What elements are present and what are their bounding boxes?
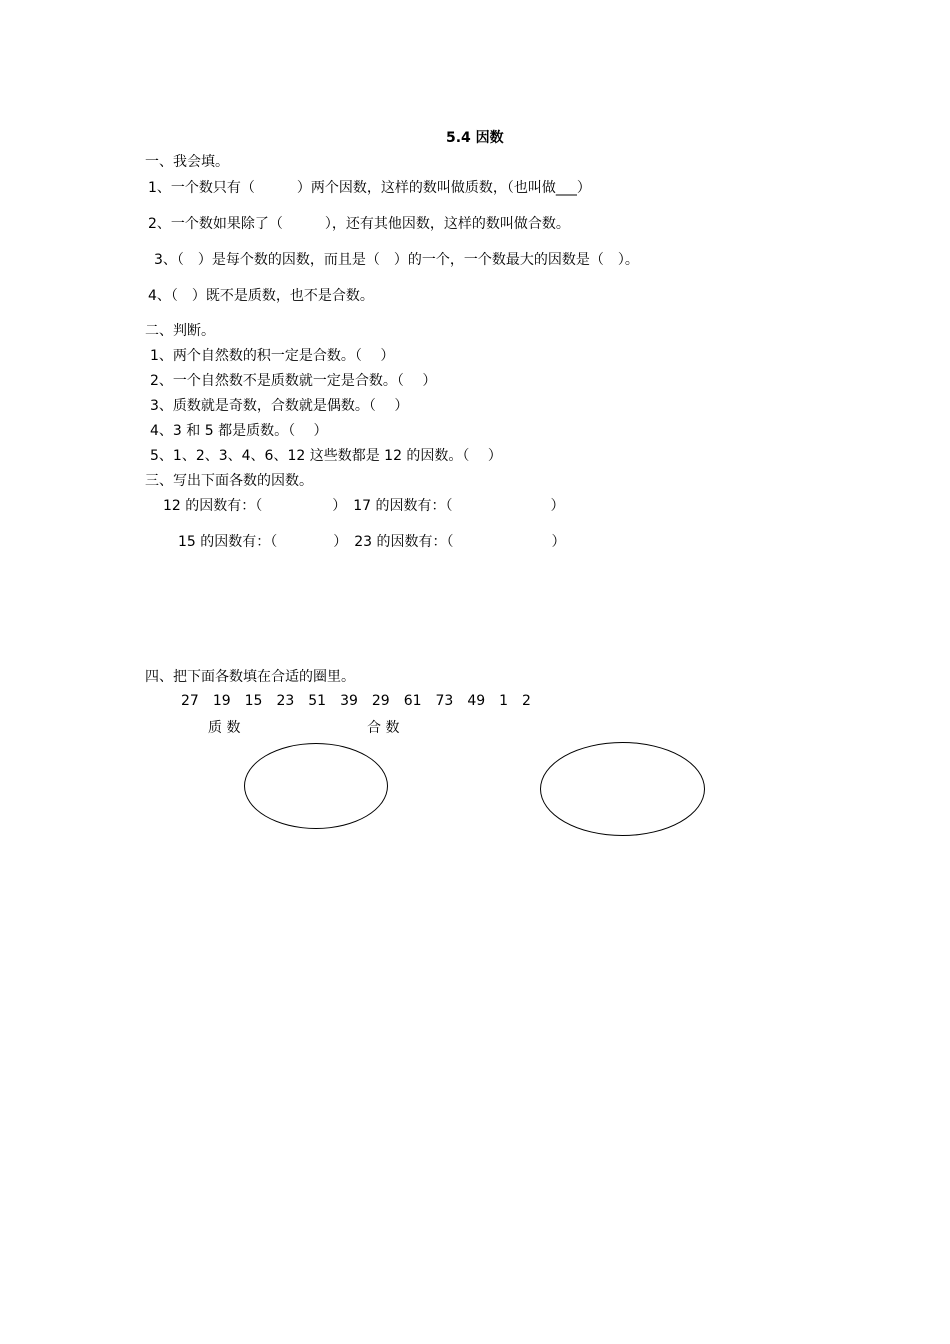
section-1-heading: 一、我会填。 xyxy=(145,154,229,170)
judge-item-1: 1、两个自然数的积一定是合数。（ ） xyxy=(150,348,395,364)
judge-item-3: 3、质数就是奇数，合数就是偶数。（ ） xyxy=(150,398,409,414)
factors-row-1: 12 的因数有：（ ） 17 的因数有：（ ） xyxy=(163,498,565,514)
prime-circle xyxy=(244,743,388,829)
prime-label: 质 数 xyxy=(208,720,241,736)
judge-item-5: 5、1、2、3、4、6、12 这些数都是 12 的因数。（ ） xyxy=(150,448,502,464)
fill-item-2: 2、一个数如果除了（ ），还有其他因数，这样的数叫做合数。 xyxy=(148,216,570,232)
worksheet-title: 5.4 因数 xyxy=(446,130,504,146)
composite-label: 合 数 xyxy=(367,720,400,736)
judge-item-4: 4、3 和 5 都是质数。（ ） xyxy=(150,423,328,439)
section-2-heading: 二、判断。 xyxy=(145,323,215,339)
number-list: 27 19 15 23 51 39 29 61 73 49 1 2 xyxy=(181,693,531,709)
section-3-heading: 三、写出下面各数的因数。 xyxy=(145,473,313,489)
section-4-heading: 四、把下面各数填在合适的圈里。 xyxy=(145,669,355,685)
factors-row-2: 15 的因数有：（ ） 23 的因数有：（ ） xyxy=(178,534,566,550)
fill-item-3: 3、（ ）是每个数的因数，而且是（ ）的一个，一个数最大的因数是（ ）。 xyxy=(154,252,639,268)
fill-item-1: 1、一个数只有（ ）两个因数，这样的数叫做质数，（也叫做___） xyxy=(148,180,591,196)
composite-circle xyxy=(540,742,705,836)
fill-item-4: 4、（ ）既不是质数，也不是合数。 xyxy=(148,288,374,304)
judge-item-2: 2、一个自然数不是质数就一定是合数。（ ） xyxy=(150,373,437,389)
